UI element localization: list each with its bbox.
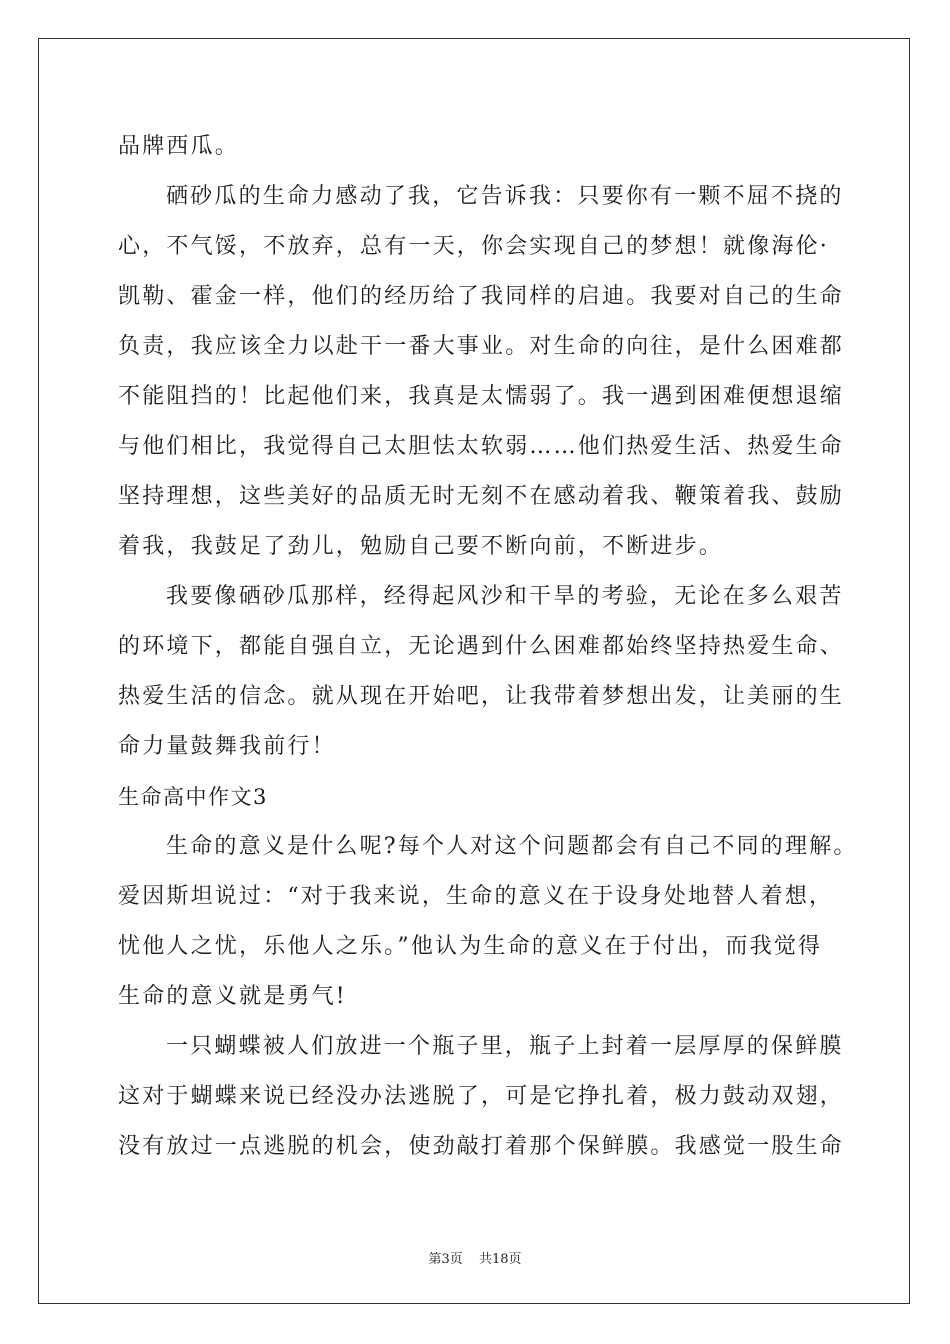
page-total: 共18页 [478,1252,522,1267]
text-line: 硒砂瓜的生命力感动了我，它告诉我：只要你有一颗不屈不挠的 [166,184,844,209]
text-line: 着我，我鼓足了劲儿，勉励自己要不断向前，不断进步。 [118,534,724,559]
text-line: 我要像硒砂瓜那样，经得起风沙和干旱的考验，无论在多么艰苦 [166,584,844,609]
text-line: 爱因斯坦说过：“对于我来说，生命的意义在于设身处地替人着想， [118,884,834,909]
text-line: 凯勒、霍金一样，他们的经历给了我同样的启迪。我要对自己的生命 [118,284,845,309]
document-body [118,122,858,1172]
text-line: 负责，我应该全力以赴干一番大事业。对生命的向往，是什么困难都 [118,334,845,359]
text-line: 坚持理想，这些美好的品质无时无刻不在感动着我、鞭策着我、鼓励 [118,484,845,509]
text-line: 不能阻挡的！比起他们来，我真是太懦弱了。我一遇到困难便想退缩 [118,384,845,409]
page-footer [0,1248,950,1267]
text-line: 一只蝴蝶被人们放进一个瓶子里，瓶子上封着一层厚厚的保鲜膜 [166,1034,844,1059]
text-line: 生命的意义就是勇气! [118,984,347,1009]
text-line: 命力量鼓舞我前行！ [118,734,336,759]
text-line: 心，不气馁，不放弃，总有一天，你会实现自己的梦想！就像海伦· [118,234,829,259]
section-heading: 生命高中作文3 [118,785,268,809]
text-line: 生命的意义是什么呢?每个人对这个问题都会有自己不同的理解。 [166,834,858,859]
text-line: 热爱生活的信念。就从现在开始吧，让我带着梦想出发，让美丽的生 [118,684,845,709]
text-line: 的环境下，都能自强自立，无论遇到什么困难都始终坚持热爱生命、 [118,634,845,659]
text-line: 与他们相比，我觉得自己太胆怯太软弱……他们热爱生活、热爱生命 [118,434,845,459]
text-line: 忧他人之忧，乐他人之乐。”他认为生命的意义在于付出，而我觉得 [118,934,823,959]
text-line: 这对于蝴蝶来说已经没办法逃脱了，可是它挣扎着，极力鼓动双翅， [118,1084,845,1109]
text-line: 品牌西瓜。 [118,134,240,159]
text-line: 没有放过一点逃脱的机会，使劲敲打着那个保鲜膜。我感觉一股生命 [118,1134,845,1159]
page-number: 第3页 [428,1252,463,1267]
